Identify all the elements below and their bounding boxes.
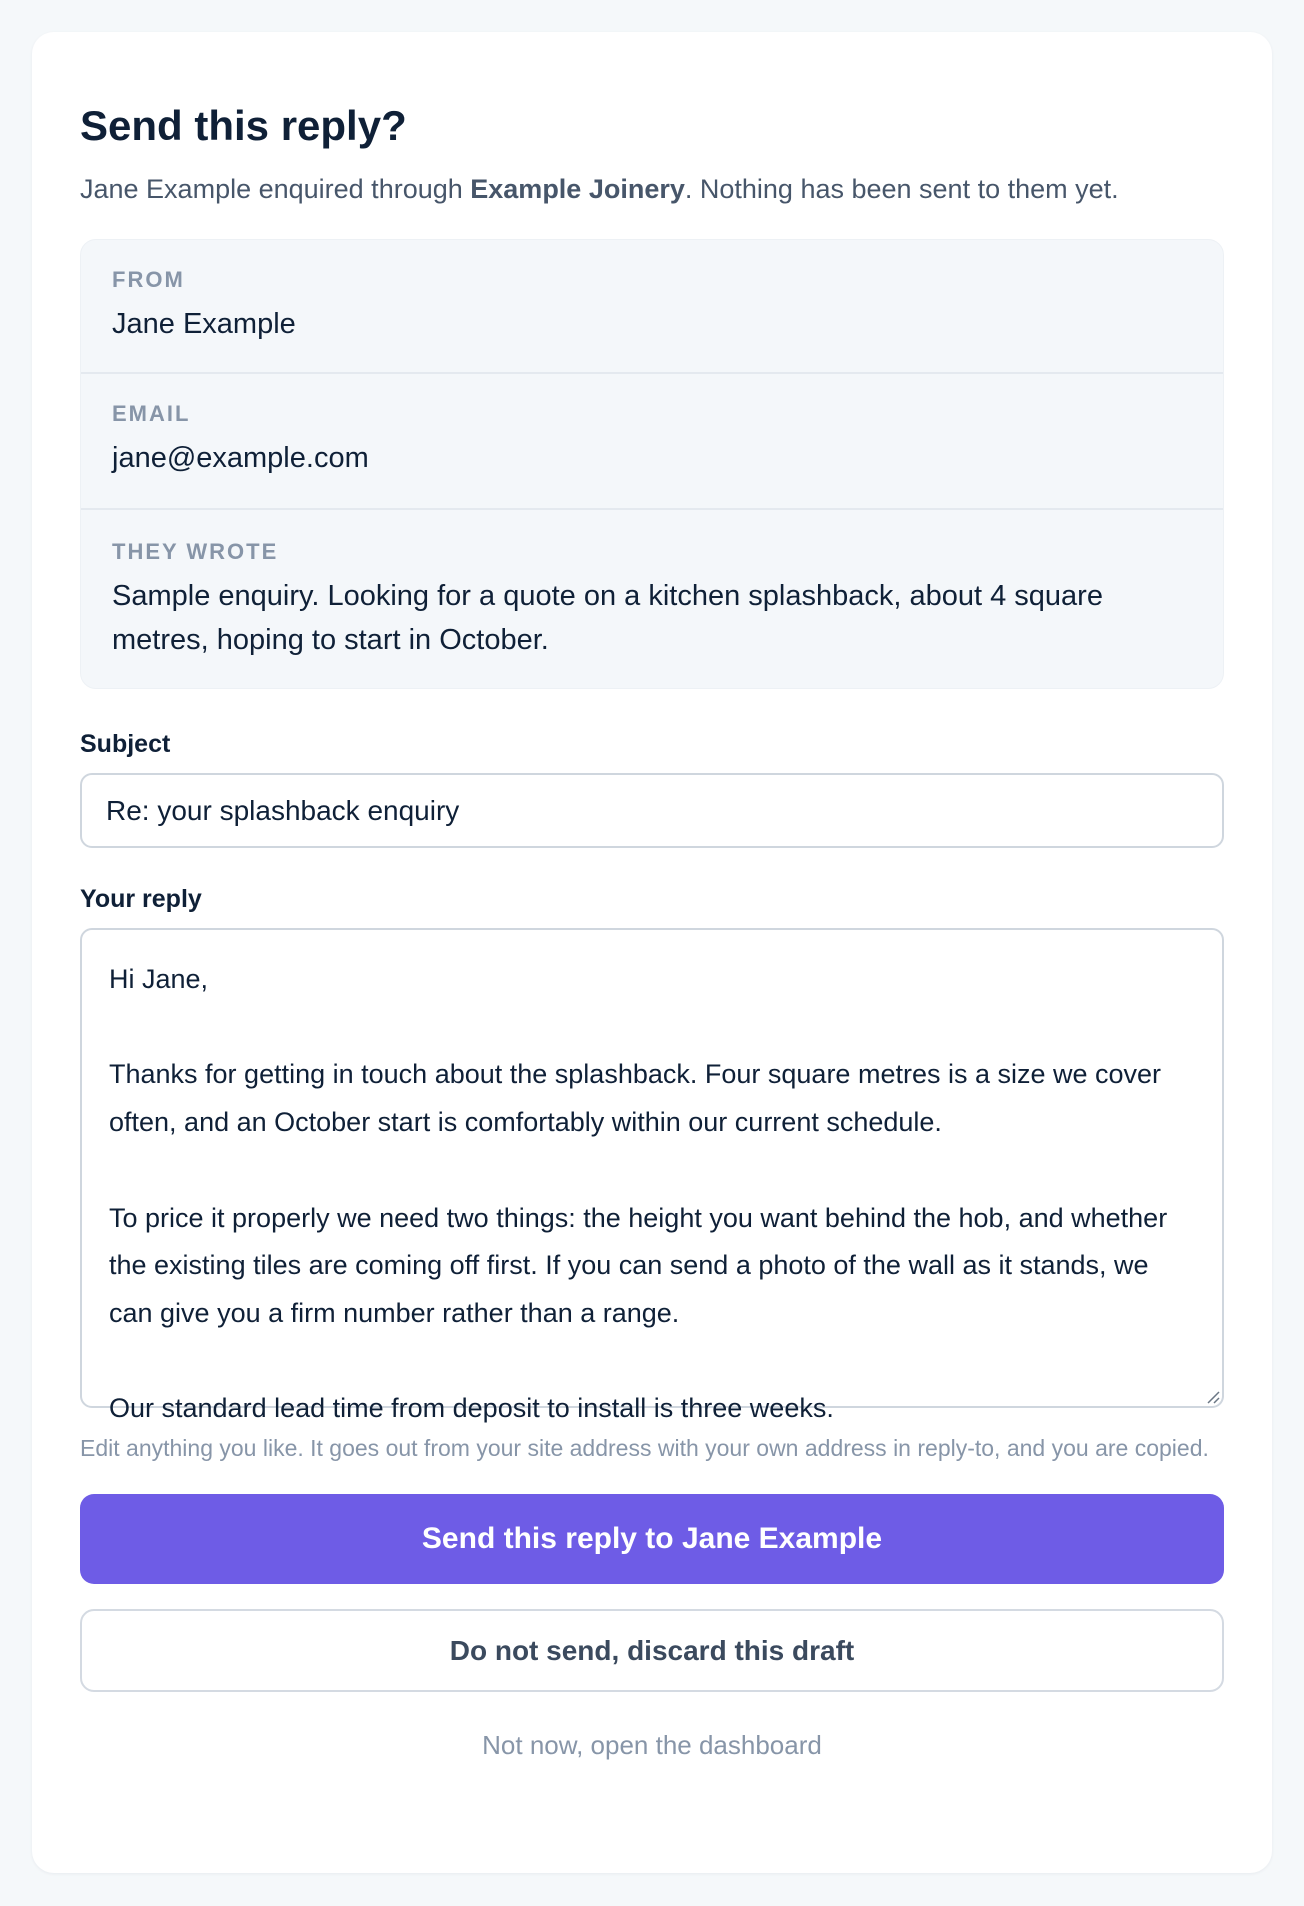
enquiry-message-row (81, 510, 1223, 688)
send-reply-button[interactable]: Send this reply to Jane Example (80, 1494, 1224, 1584)
from-value: Jane Example (112, 308, 296, 340)
subject-label: Subject (80, 730, 171, 758)
intro-suffix: . Nothing has been sent to them yet. (684, 174, 1119, 204)
intro-prefix: Jane Example enquired through (80, 174, 471, 204)
page-title: Send this reply? (80, 102, 407, 149)
they-wrote-value: Sample enquiry. Looking for a quote on a kitchen splashback, about 4 square metres, hoping to start in October. (112, 580, 1103, 656)
discard-draft-button[interactable]: Do not send, discard this draft (80, 1609, 1224, 1692)
reply-textarea[interactable] (80, 928, 1224, 1424)
open-dashboard-link[interactable]: Not now, open the dashboard (482, 1730, 822, 1760)
enquiry-summary (80, 239, 1224, 689)
subject-input[interactable] (80, 773, 1224, 848)
reply-text[interactable]: Hi Jane, Thanks for getting in touch about the splashback. Four square metres is a size we cover often, and an October start is comfortably within our current schedule. To price it properly we need two things: the height you want behind the hob, and whether the existing tiles are coming off first. If you can send a photo of the wall as it stands, we can give you a firm number rather than a range. Our standard lead time from deposit to install is three weeks. (109, 964, 1168, 1424)
from-label: FROM (112, 267, 185, 292)
reply-label: Your reply (80, 885, 202, 913)
confirm-reply-card (32, 32, 1272, 1873)
email-label: EMAIL (112, 401, 191, 426)
business-name: Example Joinery (470, 174, 685, 204)
email-value: jane@example.com (112, 442, 369, 474)
reply-hint: Edit anything you like. It goes out from your site address with your own address in reply-to, and you are copied. (80, 1435, 1209, 1461)
page-intro (80, 169, 1224, 209)
they-wrote-label: THEY WROTE (112, 539, 279, 564)
resize-handle-icon[interactable] (1204, 1388, 1220, 1404)
enquiry-from-row (81, 240, 1223, 374)
enquiry-email-row (81, 374, 1223, 510)
